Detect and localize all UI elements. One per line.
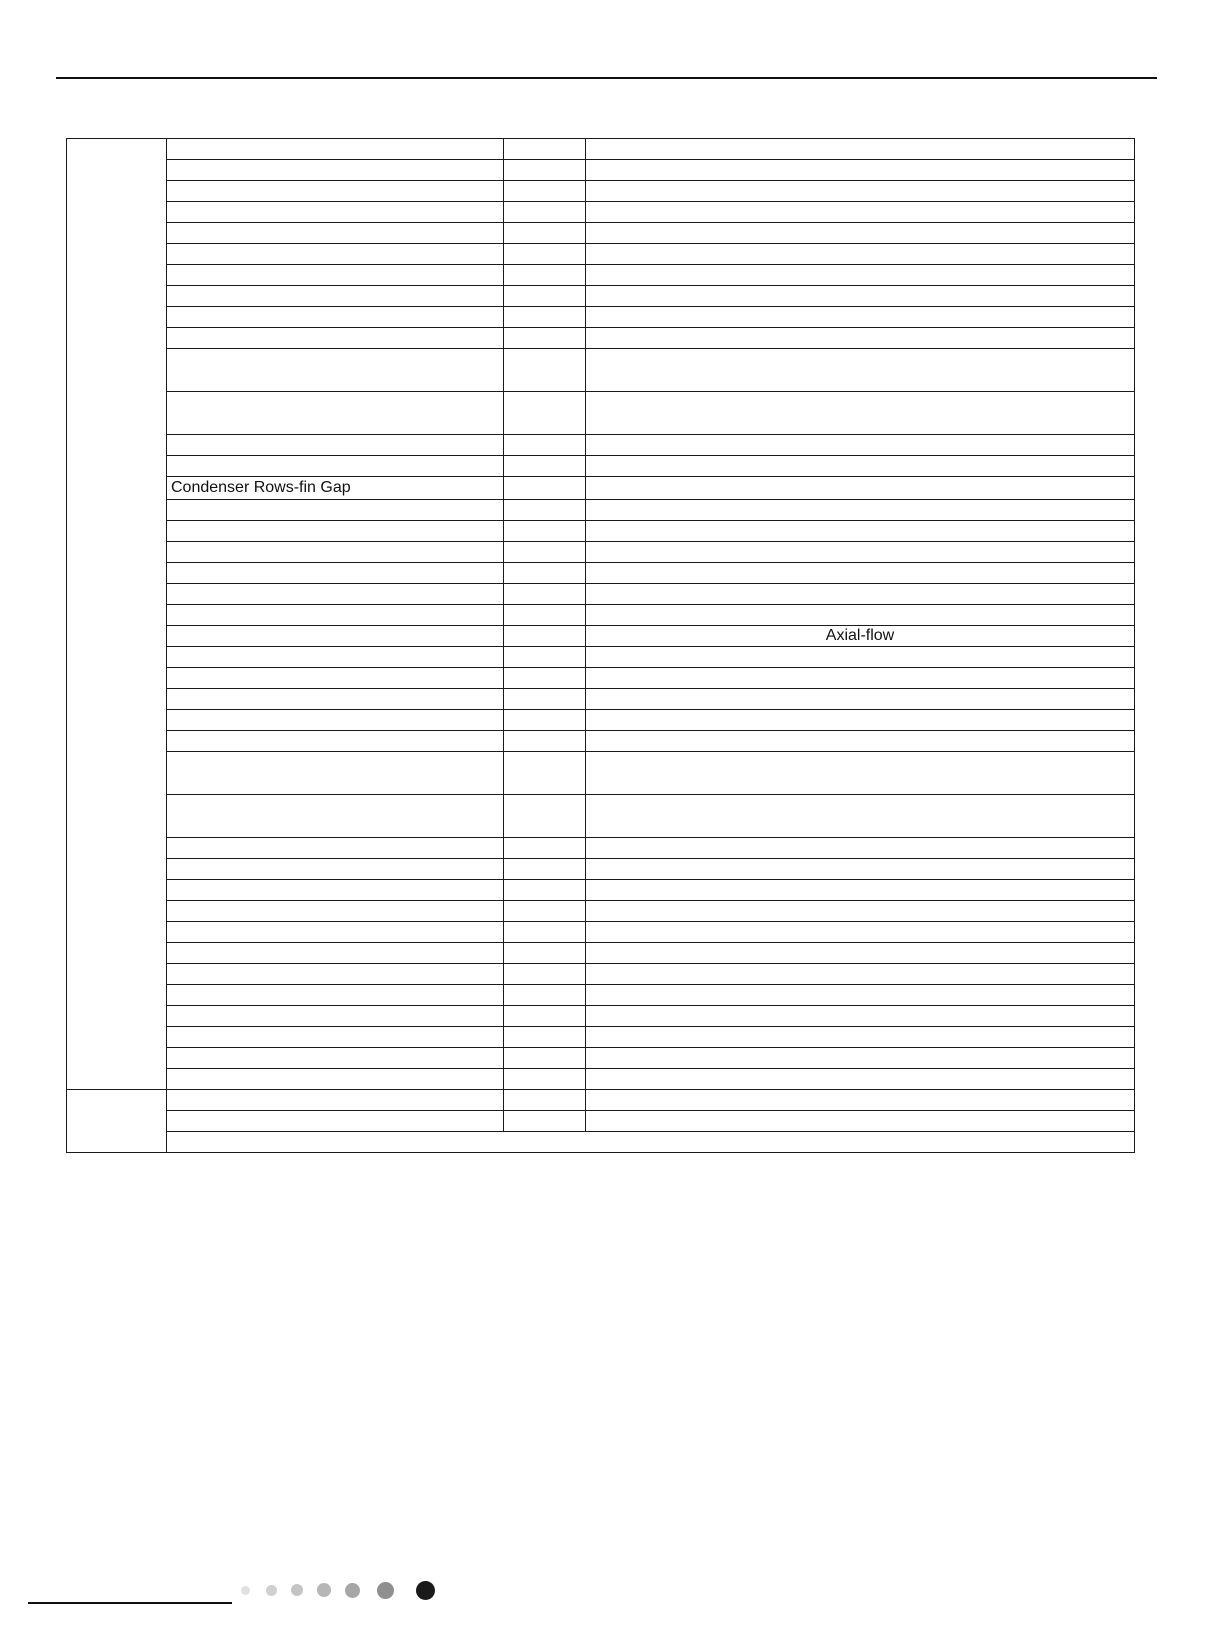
unit-cell xyxy=(504,1111,586,1132)
table-row xyxy=(67,307,1135,328)
value-cell xyxy=(586,139,1135,160)
table-row xyxy=(67,328,1135,349)
table-row xyxy=(67,859,1135,880)
table-row xyxy=(67,181,1135,202)
table-row xyxy=(67,985,1135,1006)
value-cell xyxy=(586,859,1135,880)
unit-cell xyxy=(504,901,586,922)
table-row xyxy=(67,605,1135,626)
item-cell xyxy=(167,202,504,223)
value-cell xyxy=(586,710,1135,731)
table-row xyxy=(67,901,1135,922)
table-row xyxy=(67,349,1135,392)
table-row xyxy=(67,647,1135,668)
page-dot xyxy=(377,1582,394,1599)
unit-cell xyxy=(504,521,586,542)
spec-table-body xyxy=(67,139,1135,1153)
item-cell xyxy=(167,223,504,244)
table-row xyxy=(67,731,1135,752)
value-cell xyxy=(586,160,1135,181)
value-cell xyxy=(586,265,1135,286)
table-row xyxy=(67,1006,1135,1027)
value-cell xyxy=(586,731,1135,752)
value-cell xyxy=(586,689,1135,710)
value-cell xyxy=(586,985,1135,1006)
table-row xyxy=(67,244,1135,265)
page-dot xyxy=(266,1585,277,1596)
spec-table xyxy=(66,138,1135,1153)
note-cell xyxy=(167,1132,1135,1153)
table-row xyxy=(67,223,1135,244)
unit-cell xyxy=(504,943,586,964)
value-cell xyxy=(586,943,1135,964)
unit-cell xyxy=(504,160,586,181)
unit-cell xyxy=(504,286,586,307)
value-cell xyxy=(586,563,1135,584)
item-cell xyxy=(167,286,504,307)
table-row xyxy=(67,1027,1135,1048)
value-cell xyxy=(586,286,1135,307)
unit-cell xyxy=(504,307,586,328)
table-row xyxy=(67,922,1135,943)
unit-cell xyxy=(504,563,586,584)
value-cell xyxy=(586,1048,1135,1069)
item-cell xyxy=(167,456,504,477)
item-cell xyxy=(167,668,504,689)
value-cell xyxy=(586,435,1135,456)
table-note-row xyxy=(67,1132,1135,1153)
unit-cell xyxy=(504,668,586,689)
unit-cell xyxy=(504,181,586,202)
item-cell xyxy=(167,349,504,392)
item-cell xyxy=(167,521,504,542)
unit-cell xyxy=(504,605,586,626)
item-cell xyxy=(167,181,504,202)
table-row xyxy=(67,626,1135,647)
table-row xyxy=(67,880,1135,901)
value-cell xyxy=(586,181,1135,202)
table-row xyxy=(67,838,1135,859)
unit-cell xyxy=(504,349,586,392)
value-cell xyxy=(586,1090,1135,1111)
value-cell xyxy=(586,456,1135,477)
unit-cell xyxy=(504,626,586,647)
value-cell xyxy=(586,964,1135,985)
value-cell xyxy=(586,1006,1135,1027)
table-row xyxy=(67,964,1135,985)
value-cell xyxy=(586,605,1135,626)
table-row xyxy=(67,943,1135,964)
value-cell xyxy=(586,1111,1135,1132)
unit-cell xyxy=(504,584,586,605)
value-cell xyxy=(586,752,1135,795)
unit-cell xyxy=(504,477,586,500)
value-cell xyxy=(586,202,1135,223)
item-cell xyxy=(167,307,504,328)
table-row xyxy=(67,1111,1135,1132)
item-cell xyxy=(167,901,504,922)
value-cell xyxy=(586,223,1135,244)
item-cell xyxy=(167,838,504,859)
item-cell xyxy=(167,584,504,605)
value-cell xyxy=(586,477,1135,500)
table-row xyxy=(67,392,1135,435)
unit-cell xyxy=(504,1027,586,1048)
unit-cell xyxy=(504,1006,586,1027)
footer-rule xyxy=(28,1602,232,1604)
table-row xyxy=(67,202,1135,223)
unit-cell xyxy=(504,880,586,901)
item-cell xyxy=(167,1111,504,1132)
value-cell xyxy=(586,584,1135,605)
item-cell xyxy=(167,1090,504,1111)
item-cell xyxy=(167,689,504,710)
table-row xyxy=(67,1069,1135,1090)
item-cell xyxy=(167,985,504,1006)
item-cell xyxy=(167,731,504,752)
table-row xyxy=(67,584,1135,605)
unit-cell xyxy=(504,202,586,223)
unit-cell xyxy=(504,500,586,521)
unit-cell xyxy=(504,795,586,838)
item-cell xyxy=(167,880,504,901)
value-cell xyxy=(586,521,1135,542)
unit-cell xyxy=(504,1048,586,1069)
unit-cell xyxy=(504,859,586,880)
item-cell xyxy=(167,795,504,838)
unit-cell xyxy=(504,647,586,668)
table-row xyxy=(67,752,1135,795)
item-cell xyxy=(167,139,504,160)
item-cell xyxy=(167,752,504,795)
item-cell xyxy=(167,392,504,435)
unit-cell xyxy=(504,139,586,160)
table-row xyxy=(67,456,1135,477)
item-cell xyxy=(167,943,504,964)
table-row xyxy=(67,795,1135,838)
section-cell-outdoor xyxy=(67,139,167,1090)
value-cell xyxy=(586,244,1135,265)
item-cell xyxy=(167,605,504,626)
page-dot xyxy=(241,1586,250,1595)
unit-cell xyxy=(504,731,586,752)
table-row xyxy=(67,689,1135,710)
item-cell xyxy=(167,160,504,181)
unit-cell xyxy=(504,456,586,477)
value-cell xyxy=(586,901,1135,922)
value-cell xyxy=(586,838,1135,859)
table-row xyxy=(67,1090,1135,1111)
value-cell xyxy=(586,500,1135,521)
table-row xyxy=(67,500,1135,521)
page-dot xyxy=(291,1584,303,1596)
item-cell xyxy=(167,265,504,286)
table-row xyxy=(67,521,1135,542)
item-cell xyxy=(167,1027,504,1048)
item-cell xyxy=(167,500,504,521)
page-dot xyxy=(416,1581,435,1600)
value-cell xyxy=(586,349,1135,392)
table-row xyxy=(67,1048,1135,1069)
unit-cell xyxy=(504,435,586,456)
unit-cell xyxy=(504,265,586,286)
value-cell xyxy=(586,542,1135,563)
item-cell xyxy=(167,626,504,647)
value-cell xyxy=(586,668,1135,689)
value-cell: Axial-flow xyxy=(586,626,1135,647)
unit-cell xyxy=(504,542,586,563)
unit-cell xyxy=(504,689,586,710)
unit-cell xyxy=(504,328,586,349)
unit-cell xyxy=(504,392,586,435)
table-row xyxy=(67,542,1135,563)
value-cell xyxy=(586,647,1135,668)
item-cell xyxy=(167,1069,504,1090)
unit-cell xyxy=(504,964,586,985)
page-dot xyxy=(345,1583,360,1598)
page-dot xyxy=(317,1583,331,1597)
table-row xyxy=(67,477,1135,500)
unit-cell xyxy=(504,1069,586,1090)
item-cell xyxy=(167,1048,504,1069)
item-cell xyxy=(167,435,504,456)
item-cell: Condenser Rows-fin Gap xyxy=(167,477,504,500)
item-cell xyxy=(167,542,504,563)
value-cell xyxy=(586,392,1135,435)
value-cell xyxy=(586,1027,1135,1048)
item-cell xyxy=(167,1006,504,1027)
unit-cell xyxy=(504,244,586,265)
table-row xyxy=(67,286,1135,307)
table-row xyxy=(67,668,1135,689)
item-cell xyxy=(167,244,504,265)
unit-cell xyxy=(504,922,586,943)
value-cell xyxy=(586,795,1135,838)
value-cell xyxy=(586,880,1135,901)
item-cell xyxy=(167,964,504,985)
value-cell xyxy=(586,1069,1135,1090)
value-cell xyxy=(586,328,1135,349)
unit-cell xyxy=(504,1090,586,1111)
item-cell xyxy=(167,328,504,349)
item-cell xyxy=(167,647,504,668)
unit-cell xyxy=(504,752,586,795)
table-row xyxy=(67,160,1135,181)
item-cell xyxy=(167,710,504,731)
unit-cell xyxy=(504,985,586,1006)
value-cell xyxy=(586,307,1135,328)
table-row xyxy=(67,563,1135,584)
unit-cell xyxy=(504,838,586,859)
item-cell xyxy=(167,563,504,584)
table-row xyxy=(67,710,1135,731)
value-cell xyxy=(586,922,1135,943)
unit-cell xyxy=(504,223,586,244)
section-cell-other xyxy=(67,1090,167,1153)
unit-cell xyxy=(504,710,586,731)
item-cell xyxy=(167,859,504,880)
table-row xyxy=(67,265,1135,286)
header-rule xyxy=(56,77,1157,79)
item-cell xyxy=(167,922,504,943)
table-row xyxy=(67,139,1135,160)
table-row xyxy=(67,435,1135,456)
